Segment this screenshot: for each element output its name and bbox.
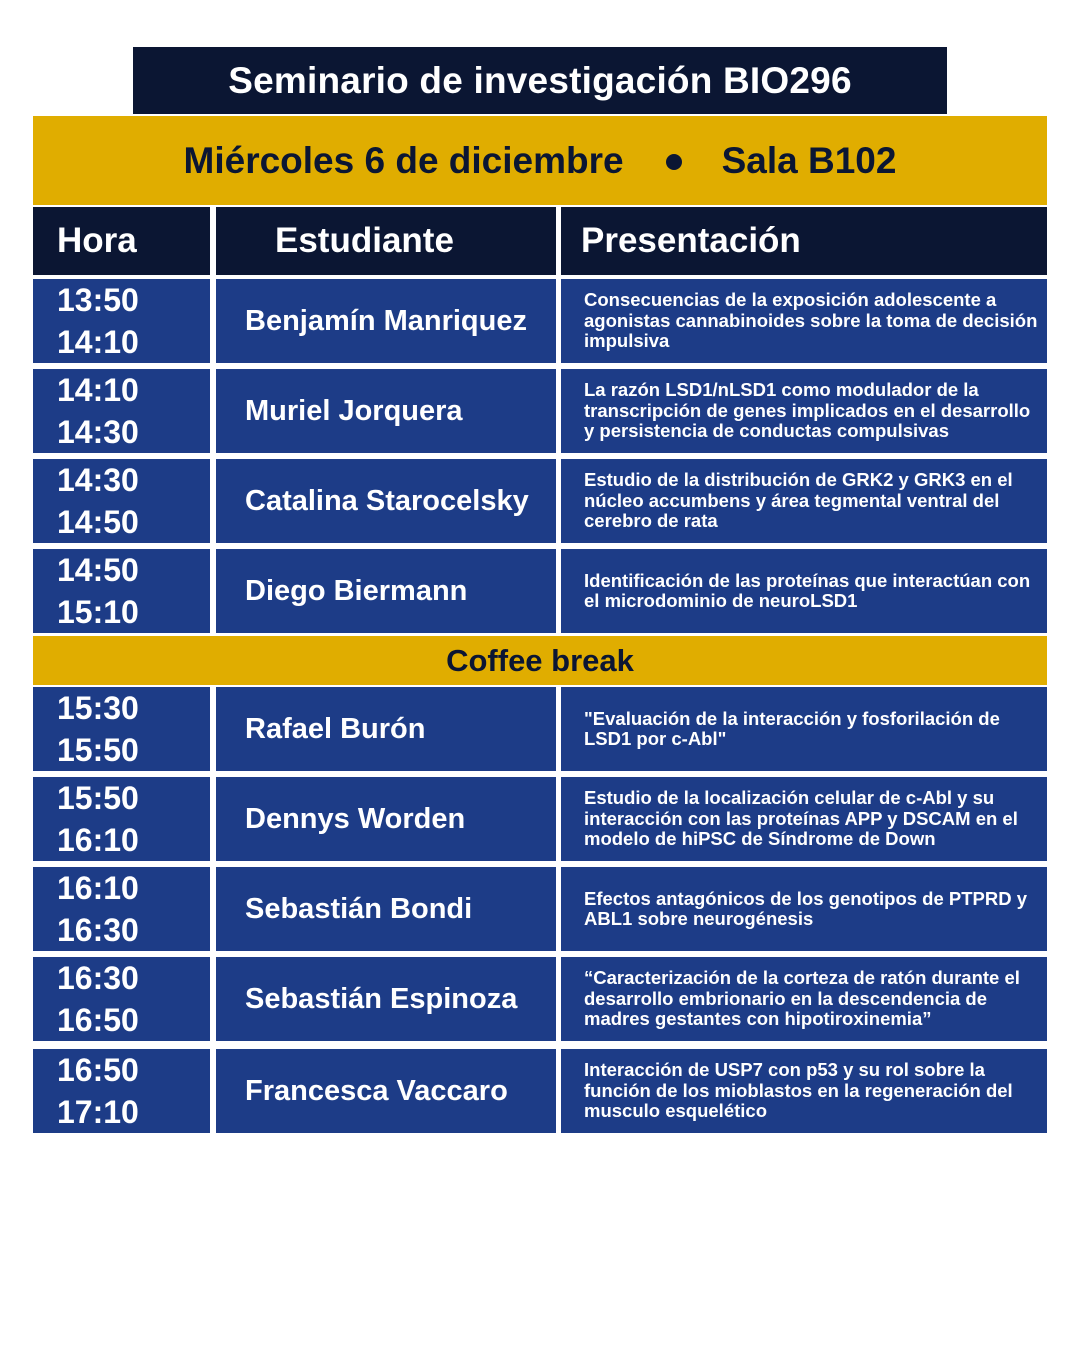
time-cell (33, 279, 210, 363)
presentation-cell (561, 777, 1047, 861)
time-cell (33, 687, 210, 771)
start-time: 14:50 (57, 552, 139, 588)
presentation-cell (561, 1049, 1047, 1133)
coffee-break-bar: Coffee break (33, 636, 1047, 685)
separator-dot-icon (666, 154, 682, 170)
end-time: 14:30 (57, 414, 139, 450)
start-time: 15:50 (57, 780, 139, 816)
start-time: 16:30 (57, 960, 139, 996)
header-time: Hora (33, 207, 210, 275)
presentation-title: Estudio de la localización celular de c-Abl y su interacción con las proteínas APP y DSCAM en el modelo de hiPSC de Síndrome de Down (584, 787, 1018, 850)
presentation-cell (561, 867, 1047, 951)
time-cell (33, 549, 210, 633)
presentation-title: La razón LSD1/nLSD1 como modulador de la transcripción de genes implicados en el desarrollo y persistencia de conductas compulsivas (584, 379, 1031, 442)
start-time: 13:50 (57, 282, 139, 318)
student-name: Muriel Jorquera (216, 369, 556, 453)
end-time: 17:10 (57, 1094, 139, 1130)
presentation-title: “Caracterización de la corteza de ratón durante el desarrollo embrionario en la descendencia de madres gestantes con hipotiroxinemia” (584, 967, 1020, 1030)
end-time: 16:10 (57, 822, 139, 858)
header-presentation: Presentación (561, 207, 1047, 275)
presentation-cell (561, 459, 1047, 543)
end-time: 16:30 (57, 912, 139, 948)
event-room: Sala B102 (721, 139, 897, 181)
end-time: 15:10 (57, 594, 139, 630)
student-name: Benjamín Manriquez (216, 279, 556, 363)
end-time: 14:10 (57, 324, 139, 360)
time-cell (33, 957, 210, 1041)
presentation-title: Estudio de la distribución de GRK2 y GRK3 en el núcleo accumbens y área tegmental ventral del cerebro de rata (584, 469, 1013, 532)
presentation-title: Interacción de USP7 con p53 y su rol sobre la función de los mioblastos en la regeneración del musculo esquelético (584, 1059, 1013, 1122)
student-name: Diego Biermann (216, 549, 556, 633)
presentation-cell (561, 687, 1047, 771)
presentation-cell (561, 957, 1047, 1041)
start-time: 16:50 (57, 1052, 139, 1088)
start-time: 16:10 (57, 870, 139, 906)
presentation-cell (561, 549, 1047, 633)
presentation-cell (561, 369, 1047, 453)
presentation-title: Consecuencias de la exposición adolescente a agonistas cannabinoides sobre la toma de decisión impulsiva (584, 289, 1038, 352)
event-date: Miércoles 6 de diciembre (183, 139, 624, 181)
student-name: Catalina Starocelsky (216, 459, 556, 543)
end-time: 16:50 (57, 1002, 139, 1038)
time-cell (33, 1049, 210, 1133)
student-name: Sebastián Bondi (216, 867, 556, 951)
time-cell (33, 459, 210, 543)
student-name: Francesca Vaccaro (216, 1049, 556, 1133)
start-time: 14:30 (57, 462, 139, 498)
presentation-title: "Evaluación de la interacción y fosforilación de LSD1 por c-Abl" (584, 707, 1000, 749)
student-name: Sebastián Espinoza (216, 957, 556, 1041)
start-time: 14:10 (57, 372, 139, 408)
page-title: Seminario de investigación BIO296 (133, 47, 947, 114)
date-room-bar (33, 116, 1047, 205)
end-time: 15:50 (57, 732, 139, 768)
time-cell (33, 867, 210, 951)
start-time: 15:30 (57, 690, 139, 726)
presentation-title: Identificación de las proteínas que interactúan con el microdominio de neuroLSD1 (584, 569, 1031, 611)
student-name: Dennys Worden (216, 777, 556, 861)
presentation-title: Efectos antagónicos de los genotipos de PTPRD y ABL1 sobre neurogénesis (584, 887, 1028, 929)
time-cell (33, 369, 210, 453)
time-cell (33, 777, 210, 861)
header-student: Estudiante (216, 207, 556, 275)
presentation-cell (561, 279, 1047, 363)
end-time: 14:50 (57, 504, 139, 540)
student-name: Rafael Burón (216, 687, 556, 771)
